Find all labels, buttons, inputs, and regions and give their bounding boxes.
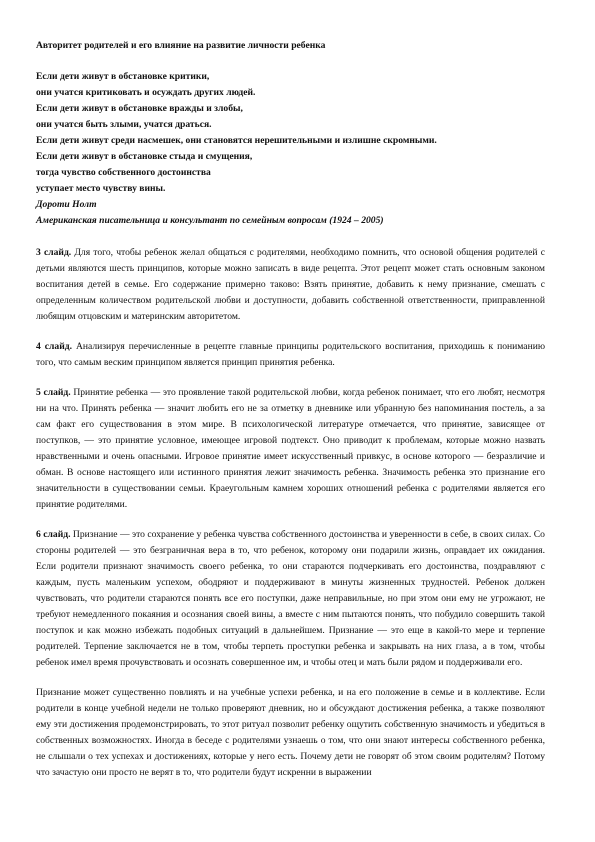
epigraph-author: Дороти Нолт	[36, 199, 97, 210]
epigraph-line: Если дети живут в обстановке вражды и злобы,	[36, 103, 243, 114]
epigraph-line: Если дети живут среди насмешек, они становятся нерешительными и излишне скромными.	[36, 135, 437, 146]
paragraph-slide-4	[36, 339, 545, 371]
paragraph-text: Признание может существенно повлиять и на учебные успехи ребенка, и на его положение в семье и в коллективе. Если родители в конце учебной недели не только проверяют дневник, но и обсуждают достижения ребенка, а также позволяют ему эти достижения продемонстрировать, то этот ритуал позволит ребенку ощутить собственную значимость и убедиться в собственных возможностях. Иногда в беседе с родителями узнаешь о том, что они знают интересы собственного ребенка, не слышали о тех успехах и достижениях, которые у него есть. Почему дети не говорят об этом своим родителям? Потому что зачастую они просто не верят в то, что родители будут искренни в выражении	[36, 687, 545, 778]
epigraph-author-description: Американская писательница и консультант по семейным вопросам (1924 – 2005)	[36, 215, 384, 226]
epigraph-line: тогда чувство собственного достоинства	[36, 167, 211, 178]
epigraph-line: они учатся быть злыми, учатся драться.	[36, 119, 212, 130]
paragraph-text: Признание — это сохранение у ребенка чувства собственного достоинства и уверенности в себе, в своих силах. Со стороны родителей — это безграничная вера в то, что ребенок, которому они подарили жизнь, оправдает их ожидания. Если родители признают значимость своего ребенка, то они стараются подчеркивать его достоинства, поздравляют с каждым, пусть маленьким успехом, ободряют и поддерживают в минуты жизненных трудностей. Ребенок должен чувствовать, что родители стараются понять все его поступки, даже неправильные, но при этом они ему не угрожают, не требуют немедленного покаяния и осознания своей вины, а вместе с ним пытаются понять, что побудило совершить такой поступок и как можно избежать подобных ситуаций в дальнейшем. Признание — это еще в какой-то мере и терпение родителей. Терпение заключается не в том, чтобы терпеть проступки ребенка и закрывать на них глаза, а в том, чтобы ребенок имел время прочувствовать и осознать совершенное им, и чтобы отец и мать были рядом и поддерживали его.	[36, 529, 545, 668]
paragraph-slide-6	[36, 527, 545, 671]
paragraph-text: Для того, чтобы ребенок желал общаться с родителями, необходимо помнить, что основой общения родителей с детьми являются шесть принципов, которые можно записать в виде рецепта. Этот рецепт может стать основным законом воспитания детей в семье. Его содержание примерно таково: Взять принятие, добавить к нему признание, смешать с определенным количеством родительской любви и доступности, добавить собственной ответственности, приправленной любящим отцовским и материнским авторитетом.	[36, 247, 545, 322]
epigraph-line: Если дети живут в обстановке критики,	[36, 71, 210, 82]
epigraph	[36, 69, 545, 229]
epigraph-line: Если дети живут в обстановке стыда и смущения,	[36, 151, 253, 162]
paragraph-slide-5	[36, 385, 545, 513]
paragraph-text: Анализируя перечисленные в рецепте главные принципы родительского воспитания, приходишь к пониманию того, что самым веским принципом является принцип принятия ребенка.	[36, 341, 545, 368]
epigraph-line: уступает место чувству вины.	[36, 183, 166, 194]
paragraph-recognition	[36, 685, 545, 781]
slide-label: 5 слайд.	[36, 387, 71, 398]
slide-label: 6 слайд.	[36, 529, 71, 540]
paragraph-text: Принятие ребенка — это проявление такой родительской любви, когда ребенок понимает, что его любят, несмотря ни на что. Принять ребенка — значит любить его не за отметку в дневнике или убранную без напоминания постель, а за сам факт его существования в этом мире. В психологической литературе отмечается, что принятие, зависящее от поступков, — это принятие условное, имеющее игровой подтекст. Оно приводит к проблемам, которые можно назвать нравственными и очень опасными. Игровое принятие имеет искусственный привкус, в основе которого — безразличие и обман. В основе настоящего или истинного принятия лежит значимость ребенка. Значимость ребенка это признание его значительности в существовании семьи. Краеугольным камнем хороших отношений ребенка с родителями является его принятие родителями.	[36, 387, 545, 510]
epigraph-line: они учатся критиковать и осуждать других людей.	[36, 87, 256, 98]
slide-label: 3 слайд.	[36, 247, 72, 258]
document-title: Авторитет родителей и его влияние на развитие личности ребенка	[36, 40, 326, 51]
slide-label: 4 слайд.	[36, 341, 72, 352]
paragraph-slide-3	[36, 245, 545, 325]
